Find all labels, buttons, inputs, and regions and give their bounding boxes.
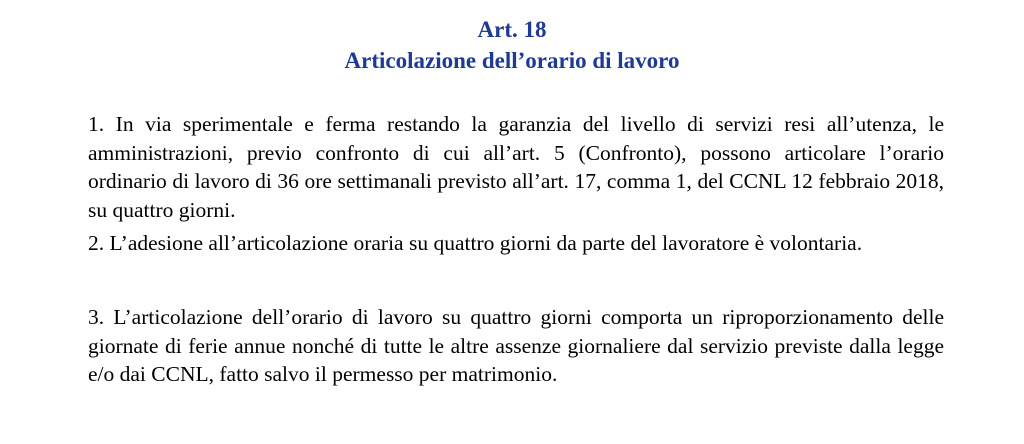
paragraph-2: 2. L’adesione all’articolazione oraria su quattro giorni da parte del lavoratore è volontaria. — [88, 231, 863, 255]
article-number: Art. 18 — [477, 17, 547, 42]
article-title: Articolazione dell’orario di lavoro — [344, 48, 680, 73]
paragraph-3: 3. L’articolazione dell’orario di lavoro su quattro giorni comporta un riproporzionamento delle giornate di ferie annue nonché di tutte le altre assenze giornaliere dal servizio previste dalla legge e/o dai CCNL, fatto salvo il permesso per matrimonio. — [88, 305, 944, 386]
paragraph-1: 1. In via sperimentale e ferma restando la garanzia del livello di servizi resi all’utenza, le amministrazioni, previo confronto di cui all’art. 5 (Confronto), possono articolare l’orario ordinario di lavoro di 36 ore settimanali previsto all’art. 17, comma 1, del CCNL 12 febbraio 2018, su quattro giorni. — [88, 112, 944, 222]
